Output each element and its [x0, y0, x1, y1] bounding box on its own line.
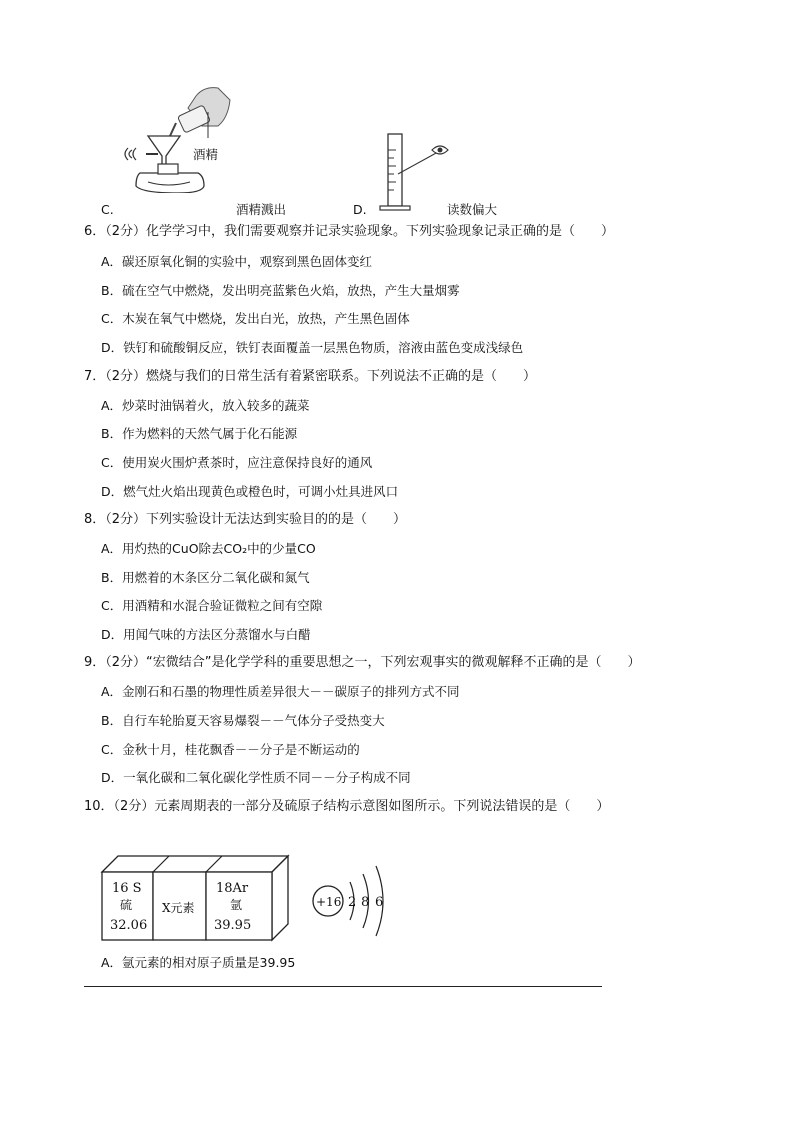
question-8-option-c: C．用酒精和水混合验证微粒之间有空隙 — [101, 598, 323, 613]
figure-c-alcohol-lamp — [118, 78, 248, 193]
question-9-option-d: D．一氧化碳和二氧化碳化学性质不同－－分子构成不同 — [101, 770, 411, 785]
question-7-option-d: D．燃气灶火焰出现黄色或橙色时，可调小灶具进风口 — [101, 484, 399, 499]
alcohol-tag: 酒精 — [193, 147, 219, 162]
figure-c-label: C. — [101, 202, 114, 217]
question-7-option-a: A．炒菜时油锅着火，放入较多的蔬菜 — [101, 398, 310, 413]
shell-3-electrons: 6 — [375, 895, 384, 910]
figure-d-caption: 读数偏大 — [447, 202, 498, 217]
argon-name: 氩 — [230, 898, 243, 912]
sulfur-number-symbol: 16 S — [112, 881, 142, 896]
question-6-option-d: D．铁钉和硫酸铜反应，铁钉表面覆盖一层黑色物质，溶液由蓝色变成浅绿色 — [101, 340, 524, 355]
question-7-option-b: B．作为燃料的天然气属于化石能源 — [101, 426, 298, 441]
question-8-option-a: A．用灼热的CuO除去CO₂中的少量CO — [101, 541, 316, 556]
question-6-option-b: B．硫在空气中燃烧，发出明亮蓝紫色火焰，放热，产生大量烟雾 — [101, 283, 460, 298]
page-rule — [84, 986, 602, 987]
sulfur-atom-structure — [308, 860, 400, 942]
question-10-stem: 10．（2分）元素周期表的一部分及硫原子结构示意图如图所示。下列说法错误的是（ ） — [84, 799, 610, 814]
question-9-option-a: A．金刚石和石墨的物理性质差异很大－－碳原子的排列方式不同 — [101, 684, 460, 699]
question-10-option-a: A．氩元素的相对原子质量是39.95 — [101, 955, 296, 970]
question-8-option-b: B．用燃着的木条区分二氧化碳和氮气 — [101, 570, 310, 585]
question-8-option-d: D．用闻气味的方法区分蒸馏水与白醋 — [101, 627, 311, 642]
x-element-name: X元素 — [162, 901, 195, 915]
sulfur-name: 硫 — [120, 898, 133, 912]
question-7-option-c: C．使用炭火围炉煮茶时，应注意保持良好的通风 — [101, 455, 373, 470]
question-6-stem: 6．（2分）化学学习中，我们需要观察并记录实验现象。下列实验现象记录正确的是（ ） — [84, 224, 615, 239]
figure-c-caption: 酒精溅出 — [236, 202, 287, 217]
question-7-stem: 7．（2分）燃烧与我们的日常生活有着紧密联系。下列说法不正确的是（ ） — [84, 369, 537, 384]
argon-mass: 39.95 — [214, 918, 252, 933]
sulfur-mass: 32.06 — [110, 918, 148, 933]
nucleus-charge: +16 — [316, 895, 342, 909]
periodic-table-fragment — [98, 852, 298, 944]
question-9-option-b: B．自行车轮胎夏天容易爆裂－－气体分子受热变大 — [101, 713, 385, 728]
argon-number-symbol: 18Ar — [216, 881, 249, 896]
question-9-option-c: C．金秋十月，桂花飘香－－分子是不断运动的 — [101, 742, 360, 757]
question-9-stem: 9．（2分）“宏微结合”是化学学科的重要思想之一，下列宏观事实的微观解释不正确的是（ ） — [84, 655, 641, 670]
shell-2-electrons: 8 — [361, 895, 370, 910]
shell-1-electrons: 2 — [348, 895, 357, 910]
figure-d-label: D. — [353, 202, 367, 217]
question-8-stem: 8．（2分）下列实验设计无法达到实验目的的是（ ） — [84, 512, 407, 527]
question-6-option-c: C．木炭在氧气中燃烧，发出白光，放热，产生黑色固体 — [101, 311, 410, 326]
figure-d-measuring-cylinder — [374, 130, 454, 212]
question-6-option-a: A．碳还原氧化铜的实验中，观察到黑色固体变红 — [101, 254, 373, 269]
